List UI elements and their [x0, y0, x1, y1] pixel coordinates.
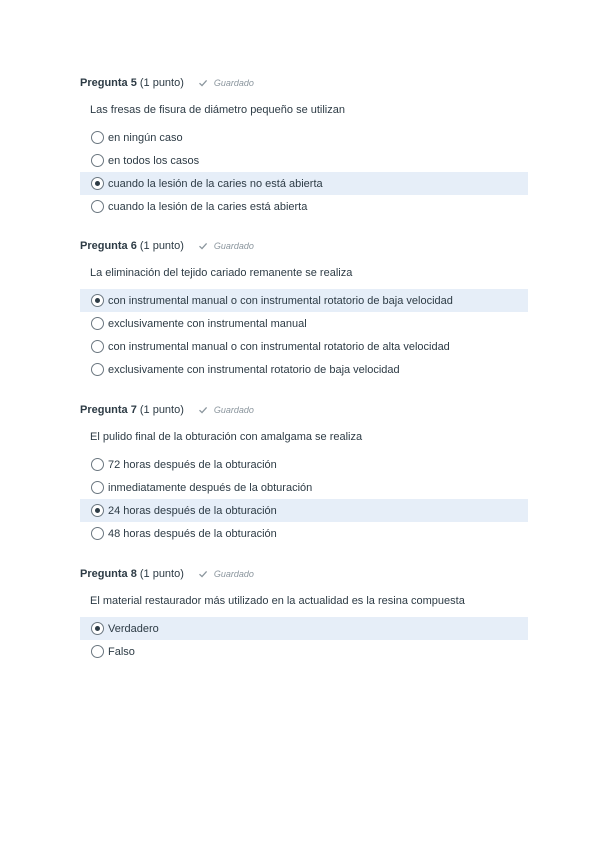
question-6 [80, 237, 528, 381]
radio-icon[interactable] [91, 645, 104, 658]
answer-option[interactable] [80, 640, 528, 663]
answer-label: Falso [108, 645, 135, 658]
question-title: Pregunta 8 [80, 568, 137, 580]
answer-option[interactable] [80, 335, 528, 358]
check-icon [198, 78, 208, 88]
answer-option-selected[interactable] [80, 172, 528, 195]
answer-label: cuando la lesión de la caries no está abierta [108, 177, 323, 190]
radio-icon[interactable] [91, 131, 104, 144]
check-icon [198, 569, 208, 579]
answer-list [80, 617, 528, 663]
question-text: El material restaurador más utilizado en la actualidad es la resina compuesta [90, 595, 465, 607]
question-5 [80, 74, 528, 218]
radio-icon[interactable] [91, 363, 104, 376]
answer-label: con instrumental manual o con instrumental rotatorio de alta velocidad [108, 340, 450, 353]
answer-label: exclusivamente con instrumental rotatorio de baja velocidad [108, 363, 400, 376]
question-text: El pulido final de la obturación con amalgama se realiza [90, 431, 363, 443]
question-points: (1 punto) [139, 77, 184, 89]
check-icon [198, 405, 208, 415]
answer-label: inmediatamente después de la obturación [108, 481, 313, 494]
answer-option-selected[interactable] [80, 289, 528, 312]
saved-status: Guardado [213, 405, 254, 415]
answer-option[interactable] [80, 453, 528, 476]
saved-status: Guardado [213, 78, 254, 88]
question-header [80, 74, 528, 92]
answer-option[interactable] [80, 476, 528, 499]
answer-label: con instrumental manual o con instrumental rotatorio de baja velocidad [108, 294, 453, 307]
radio-icon[interactable] [91, 154, 104, 167]
radio-icon[interactable] [91, 481, 104, 494]
radio-checked-icon[interactable] [91, 177, 104, 190]
answer-option-selected[interactable] [80, 499, 528, 522]
question-header [80, 401, 528, 419]
answer-label: cuando la lesión de la caries está abierta [108, 200, 308, 213]
answer-label: exclusivamente con instrumental manual [108, 317, 307, 330]
question-header [80, 565, 528, 583]
question-points: (1 punto) [139, 568, 184, 580]
answer-label: 48 horas después de la obturación [108, 527, 277, 540]
radio-checked-icon[interactable] [91, 294, 104, 307]
answer-list [80, 453, 528, 545]
saved-status: Guardado [213, 569, 254, 579]
answer-option-selected[interactable] [80, 617, 528, 640]
question-7 [80, 401, 528, 545]
answer-list [80, 126, 528, 218]
answer-label: Verdadero [108, 622, 159, 635]
question-points: (1 punto) [139, 240, 184, 252]
question-text: La eliminación del tejido cariado remanente se realiza [90, 267, 353, 279]
answer-label: en ningún caso [108, 131, 183, 144]
question-text: Las fresas de fisura de diámetro pequeño se utilizan [90, 104, 345, 116]
radio-icon[interactable] [91, 200, 104, 213]
question-header [80, 237, 528, 255]
answer-option[interactable] [80, 358, 528, 381]
radio-icon[interactable] [91, 340, 104, 353]
question-title: Pregunta 7 [80, 404, 137, 416]
radio-icon[interactable] [91, 458, 104, 471]
answer-list [80, 289, 528, 381]
answer-label: 24 horas después de la obturación [108, 504, 277, 517]
question-title: Pregunta 6 [80, 240, 137, 252]
radio-checked-icon[interactable] [91, 622, 104, 635]
radio-checked-icon[interactable] [91, 504, 104, 517]
saved-status: Guardado [213, 241, 254, 251]
question-title: Pregunta 5 [80, 77, 137, 89]
answer-option[interactable] [80, 126, 528, 149]
radio-icon[interactable] [91, 527, 104, 540]
answer-label: en todos los casos [108, 154, 200, 167]
question-points: (1 punto) [139, 404, 184, 416]
answer-label: 72 horas después de la obturación [108, 458, 277, 471]
answer-option[interactable] [80, 149, 528, 172]
check-icon [198, 241, 208, 251]
question-8 [80, 565, 528, 663]
answer-option[interactable] [80, 312, 528, 335]
radio-icon[interactable] [91, 317, 104, 330]
answer-option[interactable] [80, 522, 528, 545]
answer-option[interactable] [80, 195, 528, 218]
